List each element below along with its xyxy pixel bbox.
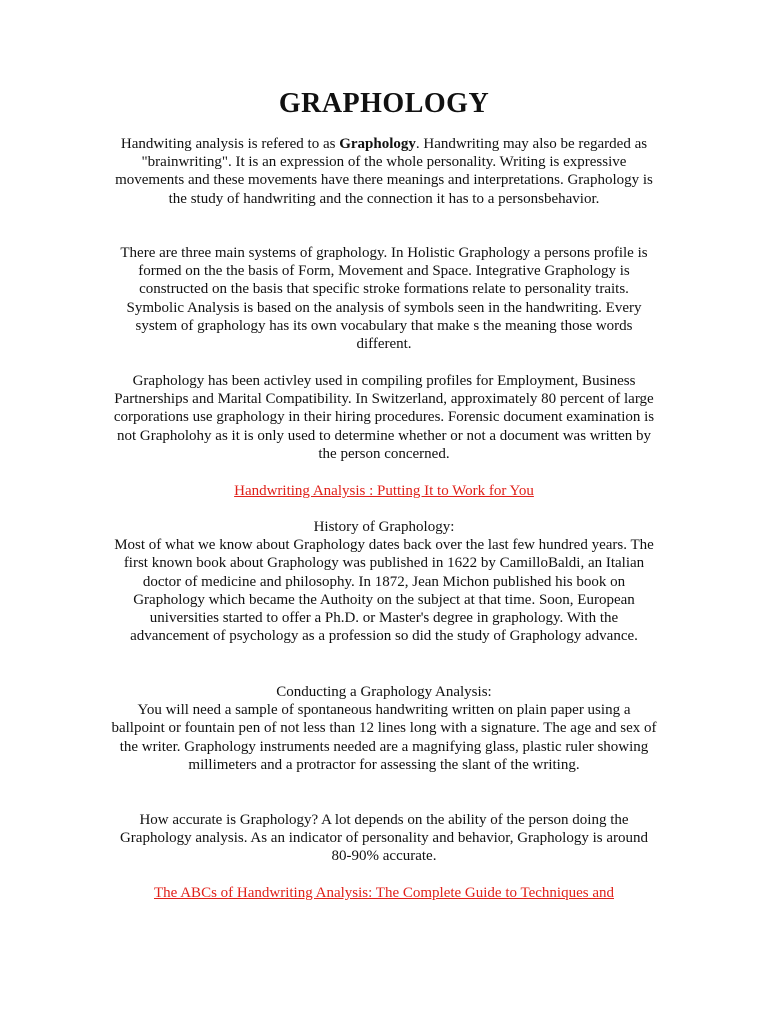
history-paragraph: Most of what we know about Graphology dates back over the last few hundred years. The first known book about Graphology was published in 1622 by CamilloBaldi, an Italian doctor of medicine and philosophy. In 1872, Jean Michon published his book on Graphology which became the Authoity on the subject at that time. Soon, European universities started to offer a Ph.D. or Master's degree in graphology. With the advancement of psychology as a profession so did the study of Graphology advance. <box>114 537 654 645</box>
intro-paragraph <box>110 135 658 208</box>
book-link-abcs-handwriting[interactable]: The ABCs of Handwriting Analysis: The Complete Guide to Techniques and <box>153 885 614 901</box>
intro-text-before: Handwiting analysis is refered to as <box>120 136 340 152</box>
intro-text-after: . Handwriting may also be regarded as "brainwriting". It is an expression of the whole personality. Writing is expressive movements and these movements have there meanings and interpretations. Graphology is the study of handwriting and the connection it has to a personsbehavior. <box>115 136 653 207</box>
systems-paragraph: There are three main systems of graphology. In Holistic Graphology a persons profile is formed on the the basis of Form, Movement and Space. Integrative Graphology is constructed on the basis that specific stroke formations relate to personality traits. Symbolic Analysis is based on the analysis of symbols seen in the handwriting. Every system of graphology has its own vocabulary that make s the meaning those words different. <box>120 245 648 353</box>
history-heading: History of Graphology: <box>313 519 455 535</box>
accuracy-paragraph: How accurate is Graphology? A lot depends on the ability of the person doing the Graphology analysis. As an indicator of personality and behavior, Graphology is around 80-90% accurate. <box>119 812 649 865</box>
book-link-putting-it-to-work[interactable]: Handwriting Analysis : Putting It to Work for You <box>234 483 534 499</box>
abc-link-container <box>110 884 658 902</box>
intro-bold-term: Graphology <box>339 136 416 152</box>
conducting-section <box>110 683 658 774</box>
conducting-paragraph: You will need a sample of spontaneous handwriting written on plain paper using a ballpoint or fountain pen of not less than 12 lines long with a signature. The age and sex of the writer. Graphology instruments needed are a magnifying glass, plastic ruler showing millimeters and a protractor for assessing the slant of the writing. <box>111 702 657 773</box>
book-link-container <box>110 482 658 500</box>
history-section <box>110 518 658 645</box>
usage-paragraph: Graphology has been activley used in compiling profiles for Employment, Business Partnerships and Marital Compatibility. In Switzerland, approximately 80 percent of large corporations use graphology in their hiring procedures. Forensic document examination is not Grapholohy as it is only used to determine whether or not a document was written by the person concerned. <box>113 373 655 462</box>
page-title: GRAPHOLOGY <box>278 88 490 119</box>
conducting-heading: Conducting a Graphology Analysis: <box>276 684 492 700</box>
